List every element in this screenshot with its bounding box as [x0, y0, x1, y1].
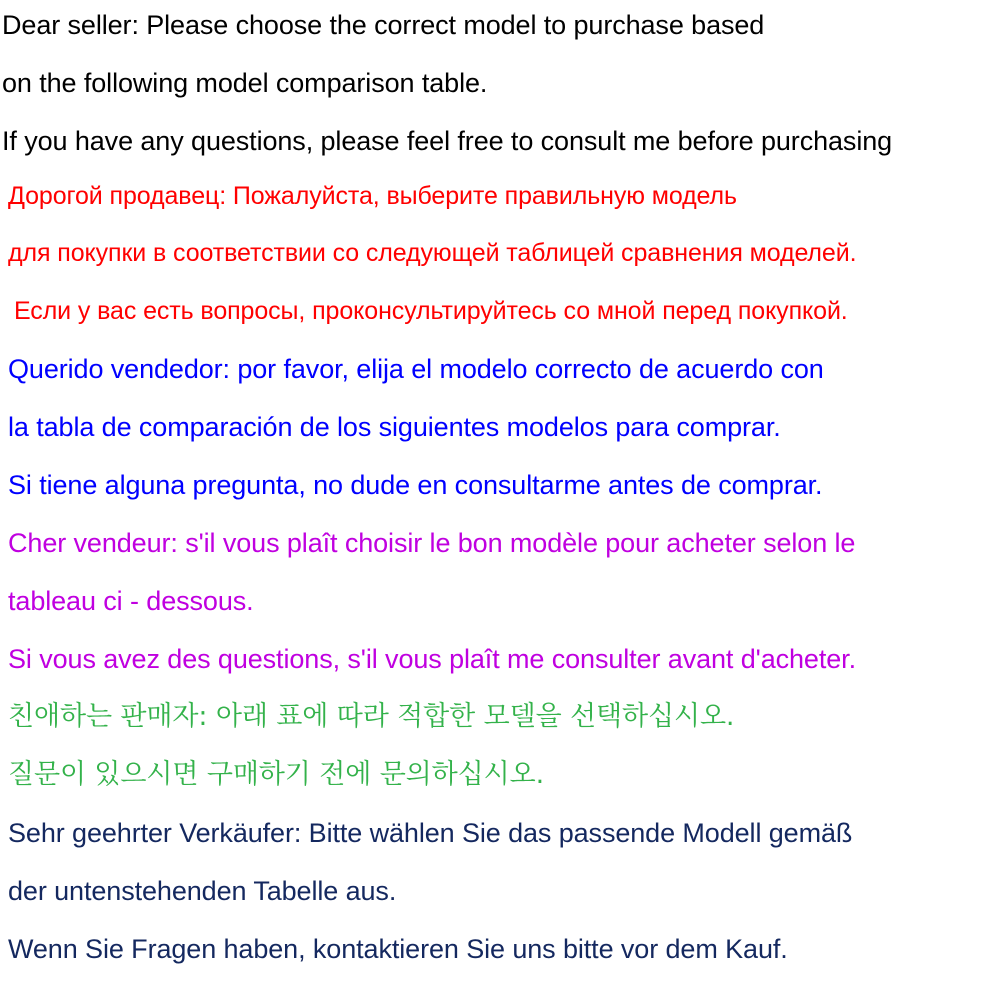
spanish-notice-line-2: la tabla de comparación de los siguientes modelos para comprar.	[8, 412, 781, 442]
german-notice-line-3: Wenn Sie Fragen haben, kontaktieren Sie uns bitte vor dem Kauf.	[8, 934, 788, 964]
french-notice-line-1: Cher vendeur: s'il vous plaît choisir le bon modèle pour acheter selon le	[8, 528, 856, 558]
spanish-notice-line-3: Si tiene alguna pregunta, no dude en consultarme antes de comprar.	[8, 470, 823, 500]
spanish-notice-line-1: Querido vendedor: por favor, elija el modelo correcto de acuerdo con	[8, 354, 824, 384]
french-notice-line-3: Si vous avez des questions, s'il vous plaît me consulter avant d'acheter.	[8, 644, 856, 674]
french-notice-line-2: tableau ci - dessous.	[8, 586, 254, 616]
russian-notice-line-2: для покупки в соответствии со следующей таблицей сравнения моделей.	[8, 239, 857, 267]
russian-notice-line-3: Если у вас есть вопросы, проконсультируйтесь со мной перед покупкой.	[14, 297, 848, 325]
russian-notice-line-1: Дорогой продавец: Пожалуйста, выберите правильную модель	[8, 182, 737, 210]
english-notice-line-2: on the following model comparison table.	[2, 68, 488, 98]
korean-notice-line-2: 질문이 있으시면 구매하기 전에 문의하십시오.	[8, 759, 545, 790]
korean-notice-line-1: 친애하는 판매자: 아래 표에 따라 적합한 모델을 선택하십시오.	[8, 701, 735, 732]
english-notice-line-1: Dear seller: Please choose the correct model to purchase based	[2, 10, 765, 40]
english-notice-line-3: If you have any questions, please feel free to consult me before purchasing	[2, 126, 893, 156]
german-notice-line-1: Sehr geehrter Verkäufer: Bitte wählen Sie das passende Modell gemäß	[8, 818, 853, 848]
german-notice-line-2: der untenstehenden Tabelle aus.	[8, 876, 397, 906]
